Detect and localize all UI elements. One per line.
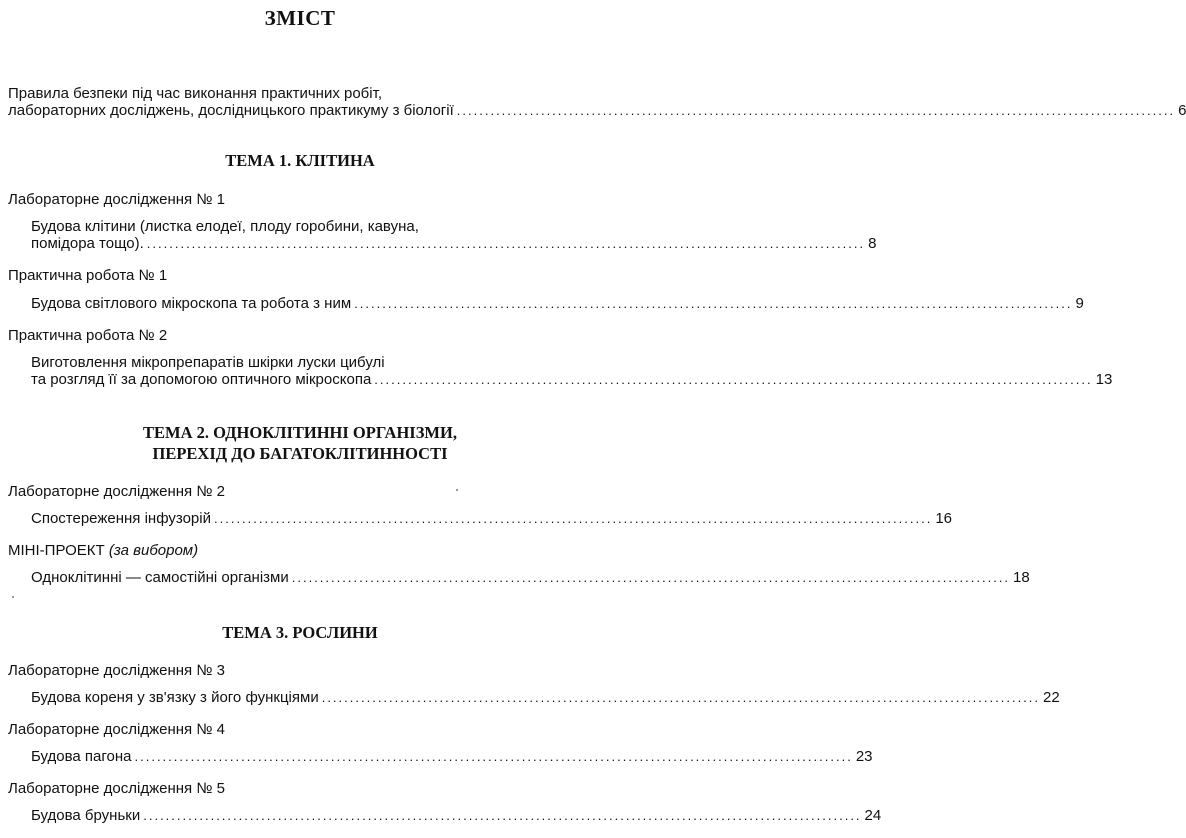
toc-page-number: 24 xyxy=(864,807,882,824)
toc-heading-mini-project xyxy=(8,541,588,560)
toc-entry-text-line: Будова світлового мікроскопа та робота з ним xyxy=(31,295,352,312)
toc-heading-lab-3: Лабораторне дослідження № 3 xyxy=(8,662,225,679)
toc-heading-lab-5: Лабораторне дослідження № 5 xyxy=(8,780,225,797)
toc-page-number: 16 xyxy=(935,510,952,527)
leader-dots: ................................................................................................................................ xyxy=(143,808,862,823)
toc-entry-practical-1[interactable] xyxy=(31,295,1084,312)
section-title-theme-2 xyxy=(0,422,600,464)
section-title-theme-1: ТЕМА 1. КЛІТИНА xyxy=(225,151,375,170)
toc-page-number: 6 xyxy=(1178,102,1186,119)
toc-entry-text-line: Будова пагона xyxy=(31,748,132,765)
toc-entry-text-line: Спостереження інфузорій xyxy=(31,510,211,527)
scan-speck xyxy=(456,489,458,491)
toc-entry-text-line: Виготовлення мікропрепаратів шкірки луски цибулі xyxy=(31,354,385,371)
leader-dots: ................................................................................................................................ xyxy=(456,103,1176,118)
toc-page-number: 18 xyxy=(1013,569,1030,586)
toc-page-number: 23 xyxy=(855,748,873,765)
toc-entry-text-line: Будова кореня у зв'язку з його функціями xyxy=(31,689,319,706)
toc-heading-practical-1: Практична робота № 1 xyxy=(8,267,168,284)
leader-dots: ................................................................................................................................ xyxy=(291,570,1011,585)
toc-entry-text-line: Будова клітини (листка елодеї, плоду горобини, кавуна, xyxy=(31,218,419,235)
toc-entry-lab-5[interactable] xyxy=(31,807,882,824)
toc-entry-text-line: та розгляд її за допомогою оптичного мікроскопа xyxy=(31,371,372,388)
toc-page-number: 13 xyxy=(1095,371,1113,388)
toc-entry-text-line: лабораторних досліджень, дослідницького практикуму з біології xyxy=(8,102,454,119)
toc-page-number: 9 xyxy=(1075,295,1084,312)
toc-heading-practical-2: Практична робота № 2 xyxy=(8,327,168,344)
toc-entry-practical-2[interactable] xyxy=(31,354,1113,388)
toc-heading-lab-4: Лабораторне дослідження № 4 xyxy=(8,721,225,738)
toc-entry-mini-project[interactable] xyxy=(31,569,1030,586)
leader-dots: ................................................................................................................................ xyxy=(354,296,1073,311)
leader-dots: ................................................................................................................................ xyxy=(146,236,866,251)
toc-page-number: 8 xyxy=(868,235,877,252)
toc-entry-safety-rules[interactable] xyxy=(8,85,1186,119)
mini-project-label: МІНІ-ПРОЕКТ xyxy=(8,542,105,559)
toc-page-number: 22 xyxy=(1043,689,1060,706)
toc-entry-text-line: Одноклітинні — самостійні організми xyxy=(31,569,289,586)
scan-speck xyxy=(12,596,14,598)
toc-heading-lab-2: Лабораторне дослідження № 2 xyxy=(8,483,225,500)
toc-heading-lab-1: Лабораторне дослідження № 1 xyxy=(8,191,225,208)
section-title-theme-3: ТЕМА 3. РОСЛИНИ xyxy=(222,623,378,642)
leader-dots: ................................................................................................................................ xyxy=(134,749,853,764)
toc-entry-text-line: Правила безпеки під час виконання практичних робіт, xyxy=(8,85,382,102)
toc-entry-lab-4[interactable] xyxy=(31,748,873,765)
leader-dots: ................................................................................................................................ xyxy=(321,690,1041,705)
toc-entry-lab-3[interactable] xyxy=(31,689,1060,706)
toc-entry-lab-1[interactable] xyxy=(31,218,877,252)
page-title: ЗМІСТ xyxy=(264,6,336,30)
toc-entry-lab-2[interactable] xyxy=(31,510,952,527)
mini-project-note: (за вибором) xyxy=(108,542,199,559)
section-title-line: ТЕМА 2. ОДНОКЛІТИННІ ОРГАНІЗМИ, xyxy=(143,423,457,442)
toc-entry-text-line: помідора тощо). xyxy=(31,235,144,252)
toc-entry-text-line: Будова бруньки xyxy=(31,807,141,824)
leader-dots: ................................................................................................................................ xyxy=(214,511,933,526)
leader-dots: ................................................................................................................................ xyxy=(374,372,1093,387)
section-title-line: ПЕРЕХІД ДО БАГАТОКЛІТИННОСТІ xyxy=(152,444,448,463)
